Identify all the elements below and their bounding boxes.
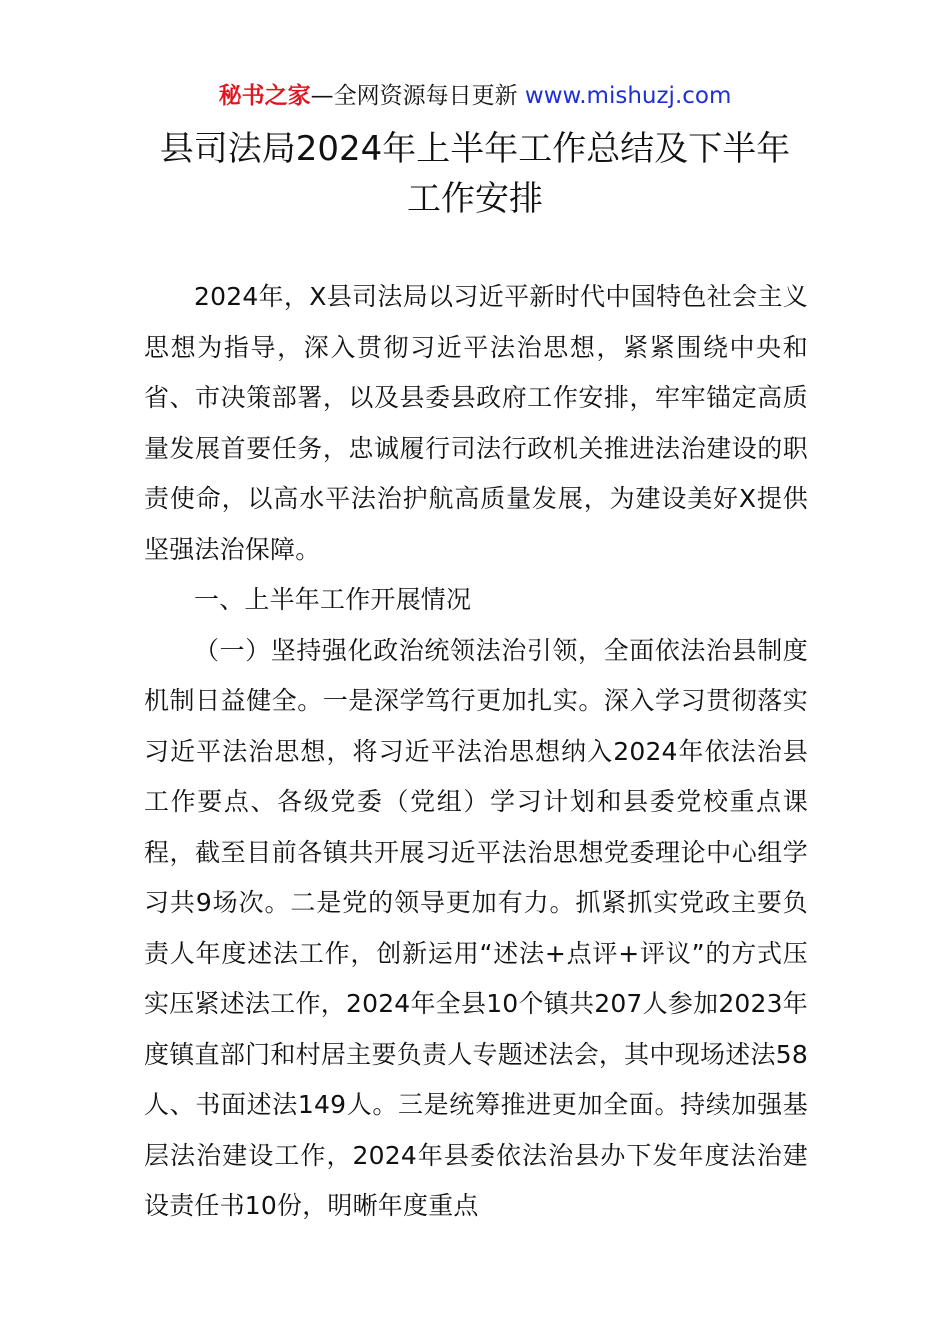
brand-name: 秘书之家 (218, 83, 311, 109)
document-title-line-1: 县司法局2024年上半年工作总结及下半年 (159, 129, 791, 169)
document-title (0, 124, 950, 224)
section-heading: 一、上半年工作开展情况 (194, 585, 472, 614)
body-paragraph: （一）坚持强化政治统领法治引领，全面依法治县制度机制日益健全。一是深学笃行更加扎实。深入学习贯彻落实习近平法治思想，将习近平法治思想纳入2024年依法治县工作要点、各级党委（党组）学习计划和县委党校重点课程，截至目前各镇共开展习近平法治思想党委理论中心组学习共9场次。二是党的领导更加有力。抓紧抓实党政主要负责人年度述法工作，创新运用“述法+点评+评议”的方式压实压紧述法工作，2024年全县10个镇共207人参加2023年度镇直部门和村居主要负责人专题述法会，其中现场述法58人、书面述法149人。三是统筹推进更加全面。持续加强基层法治建设工作，2024年县委依法治县办下发年度法治建设责任书10份，明晰年度重点 (144, 635, 808, 1220)
document-body (144, 272, 808, 1232)
site-header (0, 80, 950, 112)
intro-paragraph: 2024年，X县司法局以习近平新时代中国特色社会主义思想为指导，深入贯彻习近平法治思想，紧紧围绕中央和省、市决策部署，以及县委县政府工作安排，牢牢锚定高质量发展首要任务，忠诚履行司法行政机关推进法治建设的职责使命，以高水平法治护航高质量发展，为建设美好X提供坚强法治保障。 (144, 282, 808, 564)
document-title-line-2: 工作安排 (407, 179, 543, 219)
site-url-link[interactable]: www.mishuzj.com (524, 83, 732, 109)
header-tagline: —全网资源每日更新 (310, 83, 525, 109)
